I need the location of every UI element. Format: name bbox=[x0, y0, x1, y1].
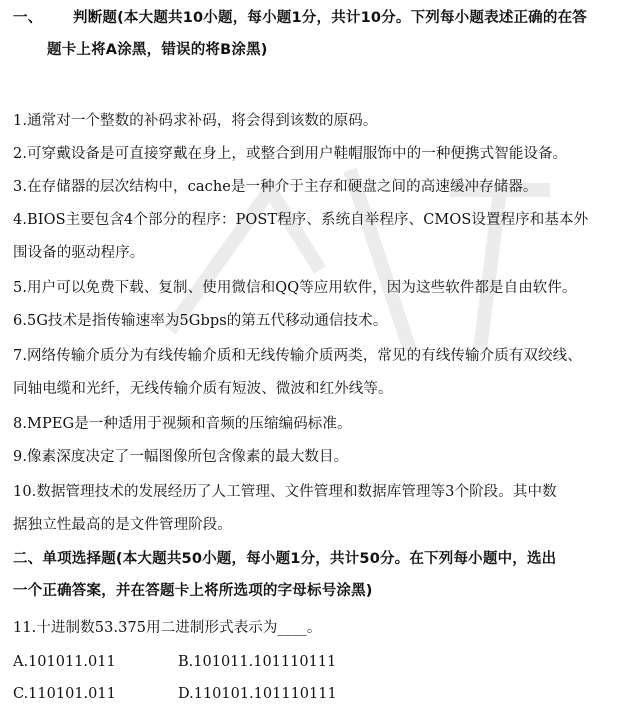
section1-header bbox=[13, 2, 623, 66]
question-10-line1: 10.数据管理技术的发展经历了人工管理、文件管理和数据库管理等3个阶段。其中数 bbox=[13, 484, 557, 500]
question-7-line1: 7.网络传输介质分为有线传输介质和无线传输介质两类，常见的有线传输介质有双绞线、 bbox=[13, 348, 582, 364]
question-5: 5.用户可以免费下载、复制、使用微信和QQ等应用软件，因为这些软件都是自由软件。 bbox=[13, 280, 577, 296]
question-4-line1: 4.BIOS主要包含4个部分的程序：POST程序、系统自举程序、CMOS设置程序和基本外 bbox=[13, 212, 589, 228]
question-2: 2.可穿戴设备是可直接穿戴在身上，或整合到用户鞋帽服饰中的一种便携式智能设备。 bbox=[13, 146, 568, 162]
question-10-line2: 据独立性最高的是文件管理阶段。 bbox=[13, 517, 232, 533]
section2-title-text: 单项选择题(本大题共50小题，每小题1分，共计50分。在下列每小题中，选出 bbox=[42, 551, 557, 567]
section2-title-line2: 一个正确答案，并在答题卡上将所选项的字母标号涂黑) bbox=[13, 583, 373, 599]
question-4-line2: 围设备的驱动程序。 bbox=[13, 245, 145, 261]
question-9: 9.像素深度决定了一幅图像所包含像素的最大数目。 bbox=[13, 449, 349, 465]
question-8: 8.MPEG是一种适用于视频和音频的压缩编码标准。 bbox=[13, 416, 352, 432]
question-11-option-b: B.101011.101110111 bbox=[178, 654, 337, 670]
section1-title-text: 判断题(本大题共10小题，每小题1分，共计10分。下列每小题表述正确的在答 bbox=[73, 10, 587, 26]
section2-header bbox=[13, 543, 623, 607]
question-11-option-d: D.110101.101110111 bbox=[178, 686, 337, 702]
question-1: 1.通常对一个整数的补码求补码，将会得到该数的原码。 bbox=[13, 113, 378, 129]
question-11-stem: 11.十进制数53.375用二进制形式表示为____。 bbox=[13, 620, 322, 636]
section2-title-line1 bbox=[13, 543, 623, 575]
section1-title-line1 bbox=[13, 2, 623, 34]
question-6: 6.5G技术是指传输速率为5Gbps的第五代移动通信技术。 bbox=[13, 313, 388, 329]
section1-number: 一、 bbox=[13, 10, 43, 26]
question-11-option-c: C.110101.011 bbox=[13, 686, 116, 702]
section1-title-line2: 题卡上将A涂黑，错误的将B涂黑) bbox=[47, 42, 268, 58]
question-11-option-a: A.101011.011 bbox=[13, 654, 116, 670]
question-3: 3.在存储器的层次结构中，cache是一种介于主存和硬盘之间的高速缓冲存储器。 bbox=[13, 179, 538, 195]
question-7-line2: 同轴电缆和光纤，无线传输介质有短波、微波和红外线等。 bbox=[13, 381, 393, 397]
section2-number: 二、 bbox=[13, 551, 43, 567]
